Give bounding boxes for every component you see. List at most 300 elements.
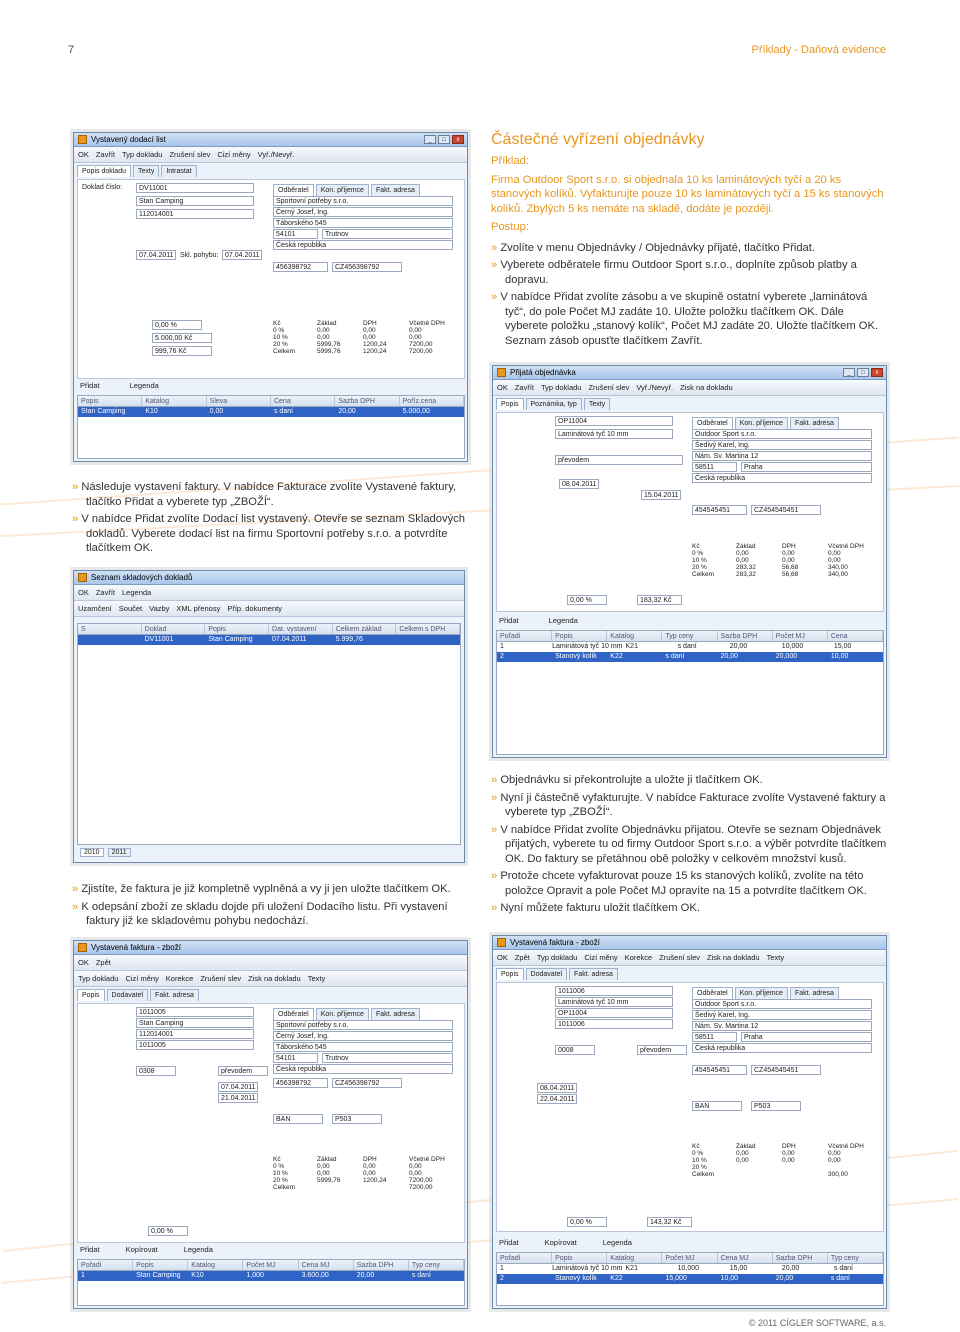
tab-invoice-address[interactable]: Fakt. adresa bbox=[371, 184, 420, 196]
doc-number-field[interactable]: 1011006 bbox=[555, 986, 673, 996]
grid-toolbar bbox=[499, 1238, 632, 1247]
vat-head: Kč bbox=[692, 543, 700, 550]
move-label: Skl. pohybu: bbox=[180, 252, 219, 259]
vat-row: 10 % 0,00 0,00 0,00 bbox=[273, 334, 422, 341]
links-button[interactable]: Vazby bbox=[149, 604, 170, 613]
ok-button[interactable]: OK bbox=[78, 588, 89, 597]
vat-row: 20 % 5999,76 1200,24 7200,00 bbox=[273, 1177, 433, 1184]
firm-line[interactable]: Šedivý Karel, Ing. bbox=[692, 440, 872, 450]
minimize-button[interactable]: _ bbox=[843, 368, 855, 377]
maximize-button[interactable]: □ bbox=[438, 135, 450, 144]
page-footer: © 2011 CÍGLER SOFTWARE, a.s. bbox=[748, 1318, 886, 1328]
column-header[interactable]: Pořadí bbox=[78, 1260, 133, 1270]
column-header[interactable]: Popis bbox=[552, 631, 607, 641]
cancel-discounts-button[interactable]: Zrušení slev bbox=[659, 953, 701, 962]
vat-head: Kč bbox=[692, 1143, 700, 1150]
order-field[interactable]: 112014001 bbox=[136, 209, 254, 219]
vat-row: 20 % bbox=[692, 1164, 707, 1171]
copy-button[interactable]: Kopírovat bbox=[125, 1245, 158, 1254]
var-symbol-field[interactable]: 1011005 bbox=[136, 1040, 254, 1050]
app-icon bbox=[78, 573, 87, 582]
app-icon bbox=[497, 938, 506, 947]
attachments-button[interactable]: Příp. dokumenty bbox=[227, 604, 282, 613]
settled-button[interactable]: Vyř./Nevyř. bbox=[257, 150, 295, 159]
ok-button[interactable]: OK bbox=[78, 958, 89, 967]
column-header[interactable]: Celkem s DPH bbox=[396, 624, 460, 634]
close-doc-button[interactable]: Zavřít bbox=[95, 588, 116, 597]
column-header[interactable]: Typ ceny bbox=[662, 631, 717, 641]
payment-select[interactable]: převodem bbox=[637, 1045, 687, 1055]
step-item: » V nabídce Přidat zvolíte zásobu a ve skupině ostatní vyberete „laminátová tyč“, do pole Počet MJ zadáte 10. Uložte položku tlačítkem OK. Dále vyberete položku „stanový kolík“, Počet MJ zadáte 20. Uložte tlačítkem OK. Seznam zásob opusťte tlačítkem Zavřít. bbox=[491, 290, 889, 348]
cancel-discounts-button[interactable]: Zrušení slev bbox=[588, 383, 630, 392]
tab-supplier[interactable]: Dodavatel bbox=[107, 989, 149, 1001]
firm-line[interactable]: 58511 bbox=[692, 462, 737, 472]
form-pane bbox=[496, 412, 884, 612]
window-title: Seznam skladových dokladů bbox=[91, 573, 193, 582]
texts-button[interactable]: Texty bbox=[307, 974, 326, 983]
column-header[interactable]: S bbox=[78, 624, 142, 634]
ok-button[interactable]: OK bbox=[497, 953, 508, 962]
middle-right-text bbox=[491, 773, 889, 919]
items-grid bbox=[496, 1252, 884, 1306]
tab-bar bbox=[493, 398, 886, 410]
column-header[interactable]: Sazba DPH bbox=[354, 1260, 409, 1270]
currencies-button[interactable]: Cizí měny bbox=[217, 150, 251, 159]
tab-customer[interactable]: Odběratel bbox=[273, 1008, 314, 1020]
vat-row: 0 % 0,00 0,00 0,00 bbox=[273, 1163, 422, 1170]
window-titlebar bbox=[493, 366, 886, 380]
add-button[interactable]: Přidat bbox=[80, 1245, 100, 1254]
close-doc-button[interactable]: Zavřít bbox=[95, 150, 116, 159]
description-field[interactable]: Laminátová tyč 10 mm bbox=[555, 997, 673, 1007]
instruction-item: » V nabídce Přidat zvolíte Dodací list vystavený. Otevře se seznam Skladových dokladů. Vyberete dodací list na firmu Sportovní potřeby s.r.o. a potvrdíte tlačítkem OK. bbox=[72, 512, 470, 556]
example-text: Firma Outdoor Sport s.r.o. si objednala 10 ks laminátových tyčí a 20 ks stanových kolíků. Vyfakturujte pouze 10 ks laminátových tyčí a 15 ks stanových kolíků. Zbylých 5 ks nemáte na skladě, dodáte je později. bbox=[491, 173, 884, 215]
discount-field[interactable]: 0,00 % bbox=[148, 1226, 188, 1236]
issue-date-field[interactable]: 07.04.2011 bbox=[218, 1082, 258, 1092]
window-titlebar bbox=[74, 133, 467, 147]
profit-button[interactable]: Zisk na dokladu bbox=[707, 953, 760, 962]
profit-field[interactable]: 183,32 Kč bbox=[637, 595, 682, 605]
column-header[interactable]: Sazba DPH bbox=[718, 631, 773, 641]
date1-field[interactable]: 07.04.2011 bbox=[136, 250, 176, 260]
instruction-item: » Objednávku si překontrolujte a uložte ji tlačítkem OK. bbox=[491, 773, 889, 788]
grid-toolbar bbox=[499, 616, 578, 625]
grid-toolbar bbox=[80, 1245, 213, 1254]
tab-recipient[interactable]: Kon. příjemce bbox=[735, 987, 788, 999]
tab-bar bbox=[493, 968, 886, 980]
column-header[interactable]: Pořadí bbox=[497, 1253, 552, 1263]
doc-number-field[interactable]: DV11001 bbox=[136, 183, 254, 193]
items-grid bbox=[496, 630, 884, 755]
vat-row: Celkem 5999,76 1200,24 7200,00 bbox=[273, 348, 433, 355]
tab-recipient[interactable]: Kon. příjemce bbox=[316, 184, 369, 196]
correction-button[interactable]: Korekce bbox=[624, 953, 653, 962]
app-icon bbox=[497, 368, 506, 377]
copy-button[interactable]: Kopírovat bbox=[544, 1238, 577, 1247]
form-pane bbox=[496, 982, 884, 1232]
vat-table bbox=[273, 320, 463, 355]
vat-head: Včetně DPH bbox=[828, 543, 864, 550]
toolbar bbox=[74, 585, 464, 601]
vat-head: Včetně DPH bbox=[828, 1143, 864, 1150]
discount-field[interactable]: 0,00 % bbox=[567, 595, 607, 605]
column-header[interactable]: Katalog bbox=[607, 1253, 662, 1263]
add-button[interactable]: Přidat bbox=[80, 381, 100, 390]
form-pane bbox=[77, 1003, 465, 1243]
firm-line[interactable]: Praha bbox=[741, 1032, 872, 1042]
column-header[interactable]: Cena MJ bbox=[718, 1253, 773, 1263]
tab-recipient[interactable]: Kon. příjemce bbox=[316, 1008, 369, 1020]
instruction-item: » Nyní ji částečně vyfakturujte. V nabídce Fakturace zvolíte Vystavené faktury a vyberete typ „ZBOŽÍ“. bbox=[491, 791, 889, 820]
issue-date-field[interactable]: 08.04.2011 bbox=[537, 1083, 577, 1093]
tab-invoice-address[interactable]: Fakt. adresa bbox=[790, 417, 839, 429]
vat-table bbox=[273, 1156, 463, 1191]
firm-line[interactable]: Sportovní potřeby s.r.o. bbox=[273, 1020, 453, 1030]
firm-line[interactable]: 54101 bbox=[273, 229, 318, 239]
add-button[interactable]: Přidat bbox=[499, 1238, 519, 1247]
column-header[interactable]: Počet MJ bbox=[243, 1260, 298, 1270]
column-header[interactable]: Sazba DPH bbox=[773, 1253, 828, 1263]
due-date-field[interactable]: 21.04.2011 bbox=[218, 1093, 258, 1103]
ic-field[interactable]: 454545451 bbox=[692, 505, 747, 515]
column-header[interactable]: Katalog bbox=[188, 1260, 243, 1270]
dic-field[interactable]: CZ454545451 bbox=[751, 505, 821, 515]
window-controls bbox=[424, 135, 464, 144]
order-field[interactable]: 112014001 bbox=[136, 1029, 254, 1039]
column-header[interactable]: Cena bbox=[271, 396, 335, 406]
firm-line[interactable]: Česká republika bbox=[273, 240, 453, 250]
column-header[interactable]: Katalog bbox=[142, 396, 206, 406]
order-field[interactable]: OP11004 bbox=[555, 1008, 673, 1018]
maximize-button[interactable]: □ bbox=[857, 368, 869, 377]
firm-line[interactable]: Nám. Sv. Martina 12 bbox=[692, 451, 872, 461]
window-title: Přijatá objednávka bbox=[510, 368, 576, 377]
back-button[interactable]: Zpět bbox=[95, 958, 111, 967]
doc-number-label: Doklad číslo: bbox=[82, 184, 123, 191]
tab-description[interactable]: Popis bbox=[496, 398, 524, 410]
ok-button[interactable]: OK bbox=[78, 150, 89, 159]
firm-line[interactable]: Nám. Sv. Martina 12 bbox=[692, 1021, 872, 1031]
window-delivery-note bbox=[73, 132, 468, 462]
table-row[interactable]: Stan Camping K10 0,00 s daní 20,00 5.000,00 bbox=[78, 407, 464, 417]
texts-button[interactable]: Texty bbox=[766, 953, 785, 962]
minimize-button[interactable]: _ bbox=[424, 135, 436, 144]
column-header[interactable]: Cena MJ bbox=[299, 1260, 354, 1270]
table-row[interactable]: DV11001 Stan Camping 07.04.2011 5.999,76 bbox=[78, 635, 460, 645]
firm-line[interactable]: 58511 bbox=[692, 1032, 737, 1042]
firm-line[interactable]: Outdoor Sport s.r.o. bbox=[692, 999, 872, 1009]
back-button[interactable]: Zpět bbox=[514, 953, 530, 962]
tab-recipient[interactable]: Kon. příjemce bbox=[735, 417, 788, 429]
legend-button[interactable]: Legenda bbox=[602, 1238, 632, 1247]
tab-texts[interactable]: Texty bbox=[133, 165, 159, 177]
items-grid bbox=[77, 395, 465, 459]
window-stock-documents bbox=[73, 570, 465, 863]
payment-select[interactable]: převodem bbox=[555, 455, 683, 465]
column-header[interactable]: Pořadí bbox=[497, 631, 552, 641]
instruction-item: » Nyní můžete fakturu uložit tlačítkem OK. bbox=[491, 901, 889, 916]
vat-head: Základ bbox=[736, 1143, 756, 1150]
legend-button[interactable]: Legenda bbox=[129, 381, 159, 390]
currencies-button[interactable]: Cizí měny bbox=[584, 953, 618, 962]
correction-button[interactable]: Korekce bbox=[165, 974, 194, 983]
window-titlebar bbox=[493, 936, 886, 950]
app-icon bbox=[78, 943, 87, 952]
close-button[interactable]: x bbox=[871, 368, 883, 377]
doc-number-field[interactable]: OP11004 bbox=[555, 416, 673, 426]
instruction-item: » Zjistíte, že faktura je již kompletně vyplněná a vy ji jen uložte tlačítkem OK. bbox=[72, 882, 470, 897]
column-header[interactable]: Sleva bbox=[207, 396, 271, 406]
issue-date-field[interactable]: 08.04.2011 bbox=[559, 479, 599, 489]
settled-button[interactable]: Vyř./Nevyř. bbox=[636, 383, 674, 392]
firm-line[interactable]: Česká republika bbox=[273, 1064, 453, 1074]
tab-intrastat[interactable]: Intrastat bbox=[161, 165, 196, 177]
column-header[interactable]: Celkem základ bbox=[333, 624, 397, 634]
firm-line[interactable]: Praha bbox=[741, 462, 872, 472]
firm-line[interactable]: Černý Josef, Ing. bbox=[273, 207, 453, 217]
table-row[interactable]: 2 Stanový kolík K22 15,000 10,00 20,00 s daní bbox=[497, 1274, 883, 1284]
table-row[interactable]: 1 Stan Camping K10 1,000 3.600,00 20,00 s daní bbox=[78, 1271, 464, 1281]
vat-row: 10 % 0,00 0,00 0,00 bbox=[273, 1170, 422, 1177]
vat-row: Celkem 283,32 56,68 340,00 bbox=[692, 571, 848, 578]
firm-line[interactable]: Sportovní potřeby s.r.o. bbox=[273, 196, 453, 206]
vat-head: Včetně DPH bbox=[409, 320, 445, 327]
company-field[interactable]: Stan Camping bbox=[136, 196, 254, 206]
tab-bar bbox=[74, 165, 467, 177]
partner-tabs bbox=[270, 184, 420, 196]
close-doc-button[interactable]: Zavřít bbox=[514, 383, 535, 392]
page-header: Příklady - Daňová evidence bbox=[751, 44, 886, 56]
example-label: Příklad: bbox=[491, 155, 529, 167]
instruction-item: » K odepsání zboží ze skladu dojde při uložení Dodacího listu. Při vystavení faktury již ke skladovému pohybu nedochází. bbox=[72, 900, 470, 929]
doc-type-button[interactable]: Typ dokladu bbox=[122, 150, 163, 159]
partner-tabs bbox=[689, 417, 839, 429]
code-field[interactable]: P503 bbox=[751, 1101, 801, 1111]
tab-year[interactable]: 2010 bbox=[80, 848, 104, 857]
tab-invoice-address[interactable]: Fakt. adresa bbox=[790, 987, 839, 999]
dic-field[interactable]: CZ456398792 bbox=[332, 1078, 402, 1088]
firm-line[interactable]: Trutnov bbox=[322, 229, 453, 239]
column-header[interactable]: Typ ceny bbox=[828, 1253, 883, 1263]
window-received-order bbox=[492, 365, 887, 758]
page-number: 7 bbox=[68, 44, 75, 56]
vat-head: Kč bbox=[273, 320, 281, 327]
tab-customer[interactable]: Odběratel bbox=[692, 987, 733, 999]
instruction-item: » Protože chcete vyfakturovat pouze 15 ks stanových kolíků, zvolíte na této položce Opravit a pole Počet MJ opravíte na 15 a potvrdíte tlačítkem OK. bbox=[491, 869, 889, 898]
ok-button[interactable]: OK bbox=[497, 383, 508, 392]
window-titlebar bbox=[74, 571, 464, 585]
column-header[interactable]: Sazba DPH bbox=[335, 396, 399, 406]
column-header[interactable]: Popis bbox=[205, 624, 269, 634]
documents-grid bbox=[77, 623, 461, 845]
column-header[interactable]: Počet MJ bbox=[662, 1253, 717, 1263]
firm-line[interactable]: Česká republika bbox=[692, 1043, 872, 1053]
column-header[interactable]: Popis bbox=[133, 1260, 188, 1270]
vat-head: DPH bbox=[782, 543, 796, 550]
bank-field[interactable]: BAN bbox=[692, 1101, 742, 1111]
tab-customer[interactable]: Odběratel bbox=[273, 184, 314, 196]
tab-year[interactable]: 2011 bbox=[108, 848, 131, 857]
vat-head: Základ bbox=[317, 1156, 337, 1163]
tab-note[interactable]: Poznámka, typ bbox=[526, 398, 582, 410]
doc-type-button[interactable]: Typ dokladu bbox=[541, 383, 582, 392]
window-issued-invoice-2 bbox=[492, 935, 887, 1309]
step-item: » Zvolíte v menu Objednávky / Objednávky přijaté, tlačítko Přidat. bbox=[491, 241, 889, 256]
ic-field[interactable]: 454545451 bbox=[692, 1065, 747, 1075]
vat-row: 10 % 0,00 0,00 0,00 bbox=[692, 557, 841, 564]
tab-description[interactable]: Popis bbox=[77, 989, 105, 1001]
instruction-item: » Následuje vystavení faktury. V nabídce Fakturace zvolíte Vystavené faktury, tlačítko Přidat a vyberete typ „ZBOŽÍ“. bbox=[72, 480, 470, 509]
toolbar bbox=[493, 950, 886, 966]
vat-head: Základ bbox=[317, 320, 337, 327]
toolbar bbox=[74, 955, 467, 971]
tab-texts[interactable]: Texty bbox=[584, 398, 610, 410]
tab-description[interactable]: Popis dokladu bbox=[77, 165, 131, 177]
grid-toolbar bbox=[80, 381, 159, 390]
partner-tabs bbox=[689, 987, 839, 999]
profit-field[interactable]: 143,32 Kč bbox=[647, 1217, 692, 1227]
window-issued-invoice-1 bbox=[73, 940, 468, 1309]
column-header[interactable]: Popis bbox=[552, 1253, 607, 1263]
instruction-item: » V nabídce Přidat zvolíte Objednávku přijatou. Otevře se seznam Objednávek přijatých, vyberete tu od firmy Outdoor Sport s.r.o. a výběr potvrdíte tlačítkem OK. Do faktury se přetáhnou obě položky v celkovém množství kusů. bbox=[491, 823, 889, 867]
tab-invoice-address[interactable]: Fakt. adresa bbox=[150, 989, 199, 1001]
section-title: Částečné vyřízení objednávky bbox=[491, 131, 705, 148]
bottom-left-text bbox=[72, 882, 470, 932]
step-item: » Vyberete odběratele firmu Outdoor Sport s.r.o., doplníte způsob platby a dopravu. bbox=[491, 258, 889, 287]
column-header[interactable]: Typ ceny bbox=[409, 1260, 464, 1270]
sum-button[interactable]: Součet bbox=[118, 604, 143, 613]
vat-head: DPH bbox=[363, 1156, 377, 1163]
tab-supplier[interactable]: Dodavatel bbox=[526, 968, 568, 980]
column-header[interactable]: Cena bbox=[828, 631, 883, 641]
dic-field[interactable]: CZ456398792 bbox=[332, 262, 402, 272]
toolbar bbox=[74, 147, 467, 163]
toolbar-secondary bbox=[74, 971, 467, 987]
middle-left-text bbox=[72, 480, 470, 559]
cancel-discounts-button[interactable]: Zrušení slev bbox=[169, 150, 211, 159]
currencies-button[interactable]: Cizí měny bbox=[125, 974, 159, 983]
legend-button[interactable]: Legenda bbox=[183, 1245, 213, 1254]
table-row[interactable]: 2 Stanový kolík K22 s daní 20,00 20,000 10,00 bbox=[497, 652, 883, 662]
var-symbol-field[interactable]: 1011006 bbox=[555, 1019, 673, 1029]
column-header[interactable]: Poříz.cena bbox=[400, 396, 464, 406]
const-symbol-field[interactable]: 0308 bbox=[136, 1066, 176, 1076]
vat-table bbox=[692, 543, 882, 578]
vat-table bbox=[692, 1143, 882, 1178]
payment-select[interactable]: převodem bbox=[218, 1066, 268, 1076]
discount-field[interactable]: 0,00 % bbox=[152, 320, 202, 330]
steps-label: Postup: bbox=[491, 221, 529, 233]
const-symbol-field[interactable]: 0008 bbox=[555, 1045, 595, 1055]
vat-row: 20 % 283,32 56,68 340,00 bbox=[692, 564, 848, 571]
close-button[interactable]: x bbox=[452, 135, 464, 144]
table-row[interactable]: 1 Laminátová tyč 10 mm K21 s daní 20,00 10,000 15,00 bbox=[497, 642, 883, 652]
due-date-field[interactable]: 22.04.2011 bbox=[537, 1094, 577, 1104]
date2-field[interactable]: 07.04.2011 bbox=[222, 250, 262, 260]
form-pane bbox=[77, 179, 465, 379]
code-field[interactable]: P503 bbox=[332, 1114, 382, 1124]
doc-type-button[interactable]: Typ dokladu bbox=[536, 953, 578, 962]
window-title: Vystavená faktura - zboží bbox=[510, 938, 600, 947]
ic-field[interactable]: 456398792 bbox=[273, 1078, 328, 1088]
firm-line[interactable]: Česká republika bbox=[692, 473, 872, 483]
firm-line[interactable]: Trutnov bbox=[322, 1053, 453, 1063]
legend-button[interactable]: Legenda bbox=[548, 616, 578, 625]
profit-button[interactable]: Zisk na dokladu bbox=[680, 383, 733, 392]
column-header[interactable]: Doklad bbox=[142, 624, 206, 634]
intro-section bbox=[491, 130, 889, 351]
firm-line[interactable]: Outdoor Sport s.r.o. bbox=[692, 429, 872, 439]
firm-line[interactable]: Šedivý Karel, Ing. bbox=[692, 1010, 872, 1020]
add-button[interactable]: Přidat bbox=[499, 616, 519, 625]
vat-row: Celkem 300,00 bbox=[692, 1171, 848, 1178]
legend-button[interactable]: Legenda bbox=[122, 588, 152, 597]
profit-field[interactable]: 999,76 Kč bbox=[152, 346, 212, 356]
doc-type-button[interactable]: Typ dokladu bbox=[78, 974, 119, 983]
tab-invoice-address[interactable]: Fakt. adresa bbox=[569, 968, 618, 980]
vat-head: Základ bbox=[736, 543, 756, 550]
vat-head: DPH bbox=[363, 320, 377, 327]
dic-field[interactable]: CZ454545451 bbox=[751, 1065, 821, 1075]
app-icon bbox=[78, 135, 87, 144]
toolbar bbox=[493, 380, 886, 396]
discount-field[interactable]: 0,00 % bbox=[567, 1217, 607, 1227]
tab-customer[interactable]: Odběratel bbox=[692, 417, 733, 429]
profit-button[interactable]: Zisk na dokladu bbox=[248, 974, 301, 983]
cancel-discounts-button[interactable]: Zrušení slev bbox=[200, 974, 242, 983]
items-grid bbox=[77, 1259, 465, 1306]
purchase-field[interactable]: 5.000,00 Kč bbox=[152, 333, 212, 343]
bank-field[interactable]: BAN bbox=[273, 1114, 323, 1124]
vat-row: 10 % 0,00 0,00 0,00 bbox=[692, 1157, 841, 1164]
company-field[interactable]: Stan Camping bbox=[136, 1018, 254, 1028]
xml-transfer-button[interactable]: XML přenosy bbox=[176, 604, 221, 613]
column-header[interactable]: Popis bbox=[78, 396, 142, 406]
firm-line[interactable]: Černý Josef, Ing. bbox=[273, 1031, 453, 1041]
column-header[interactable]: Počet MJ bbox=[773, 631, 828, 641]
column-header[interactable]: Katalog bbox=[607, 631, 662, 641]
partner-tabs bbox=[270, 1008, 420, 1020]
firm-line[interactable]: 54101 bbox=[273, 1053, 318, 1063]
vat-head: DPH bbox=[782, 1143, 796, 1150]
window-titlebar bbox=[74, 941, 467, 955]
ic-field[interactable]: 456398792 bbox=[273, 262, 328, 272]
vat-head: Kč bbox=[273, 1156, 281, 1163]
column-header[interactable]: Dat. vystavení bbox=[269, 624, 333, 634]
table-row[interactable]: 1 Laminátová tyč 10 mm K21 10,000 15,00 20,00 s daní bbox=[497, 1264, 883, 1274]
tab-invoice-address[interactable]: Fakt. adresa bbox=[371, 1008, 420, 1020]
year-tabs bbox=[80, 848, 131, 857]
vat-row: 0 % 0,00 0,00 0,00 bbox=[692, 1150, 841, 1157]
tab-description[interactable]: Popis bbox=[496, 968, 524, 980]
vat-row: 0 % 0,00 0,00 0,00 bbox=[273, 327, 422, 334]
vat-row: 20 % 5999,76 1200,24 7200,00 bbox=[273, 341, 433, 348]
firm-line[interactable]: Táborského 545 bbox=[273, 218, 453, 228]
tab-bar bbox=[74, 989, 467, 1001]
vat-row: 0 % 0,00 0,00 0,00 bbox=[692, 550, 841, 557]
done-date-field[interactable]: 15.04.2011 bbox=[641, 490, 681, 500]
window-title: Vystavená faktura - zboží bbox=[91, 943, 181, 952]
doc-number-field[interactable]: 1011005 bbox=[136, 1007, 254, 1017]
vat-head: Včetně DPH bbox=[409, 1156, 445, 1163]
firm-line[interactable]: Táborského 545 bbox=[273, 1042, 453, 1052]
window-controls bbox=[843, 368, 883, 377]
window-title: Vystavený dodací list bbox=[91, 135, 166, 144]
toolbar-secondary bbox=[74, 601, 464, 617]
vat-row: Celkem 7200,00 bbox=[273, 1184, 433, 1191]
description-field[interactable]: Laminátová tyč 10 mm bbox=[555, 429, 673, 439]
lock-button[interactable]: Uzamčení bbox=[78, 604, 112, 613]
